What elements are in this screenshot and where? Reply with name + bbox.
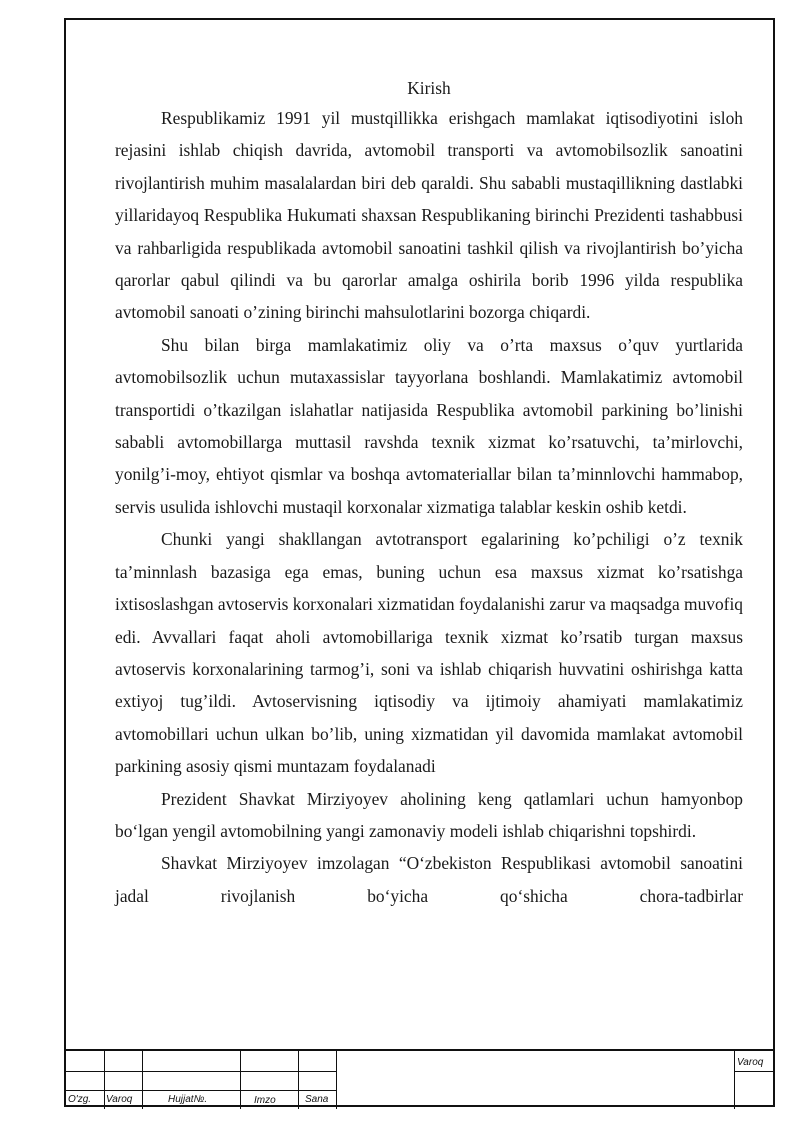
stamp-divider [734, 1051, 735, 1109]
stamp-row-line [64, 1071, 336, 1072]
stamp-col-sana: Sana [305, 1094, 329, 1105]
varoq-label: Varoq [737, 1057, 764, 1068]
stamp-divider [298, 1051, 299, 1109]
paragraph-3: Chunki yangi shakllangan avtotransport egalarining ko’pchiligi o’z texnik ta’minnlash bazasiga ega emas, buning uchun esa maxsus xizmat ko’rsatishga ixtisoslashgan avtoservis korxonalari xizmatidan foydalanishi zarur va maqsadga muvofiq edi. Avvallari faqat aholi avtomobillariga texnik xizmat ko’rsatib turgan maxsus avtoservis korxonalarining tarmog’i, soni va ishlab chiqarish huvvatini oshirishga katta extiyoj tug’ildi. Avtoservisning iqtisodiy va ijtimoiy ahamiyati mamlakatimiz avtomobillari uchun ulkan bo’lib, uning xizmatidan yil davomida mamlakat avtomobil parkining asosiy qismi muntazam foydalanadi [115, 529, 743, 777]
stamp-col-varoq: Varoq [106, 1094, 133, 1105]
stamp-divider [240, 1051, 241, 1109]
paragraph-1: Respublikamiz 1991 yil mustqillikka erishgach mamlakat iqtisodiyotini isloh rejasini ishlab chiqish davrida, avtomobil transporti va avtomobilsozlik sanoatini rivojlantirish muhim masalalardan biri deb qaraldi. Shu sababli mustaqillikning dastlabki yillaridayoq Respublika Hukumati shaxsan Respublikaning birinchi Prezidenti tashabbusi va rahbarligida respublikada avtomobil sanoatini tashkil qilish va rivojlantirish bo’yicha qarorlar qabul qilindi va bu qarorlar amalga oshirila borib 1996 yilda respublika avtomobil sanoati o’zining birinchi mahsulotlarini bozorga chiqardi. [115, 108, 743, 323]
document-title: Kirish [407, 78, 451, 98]
stamp-row-line [64, 1090, 336, 1091]
paragraph-5: Shavkat Mirziyoyev imzolagan “O‘zbekiston Respublikasi avtomobil sanoatini jadal rivojlanish bo‘yicha qo‘shicha chora-tadbirlar [115, 853, 743, 906]
stamp-divider [142, 1051, 143, 1109]
stamp-divider [336, 1051, 337, 1109]
stamp-col-ozg: O'zg. [68, 1094, 92, 1105]
stamp-col-imzo: Imzo [254, 1095, 276, 1106]
paragraph-2: Shu bilan birga mamlakatimiz oliy va o’rta maxsus o’quv yurtlarida avtomobilsozlik uchun mutaxassislar tayyorlana boshlandi. Mamlakatimiz avtomobil transportidi o’tkazilgan islahatlar natijasida Respublika avtomobil parkining bo’linishi sababli avtomobillarga muttasil ravshda texnik xizmat ko’rsatuvchi, ta’mirlovchi, yonilg’i-moy, ehtiyot qismlar va boshqa avtomateriallar bilan ta’minnlovchi hammabop, servis usulida ishlovchi mustaqil korxonalar xizmatiga talablar keskin oshib ketdi. [115, 334, 743, 517]
document-body [115, 74, 743, 912]
stamp-divider [104, 1051, 105, 1109]
stamp-row-line [734, 1071, 775, 1072]
paragraph-4: Prezident Shavkat Mirziyoyev aholining keng qatlamlari uchun hamyonbop bo‘lgan yengil avtomobilning yangi zamonaviy modeli ishlab chiqarishni topshirdi. [115, 788, 743, 841]
stamp-col-hujjat: Hujjat№. [168, 1094, 208, 1105]
title-block-stamp [64, 1049, 775, 1107]
